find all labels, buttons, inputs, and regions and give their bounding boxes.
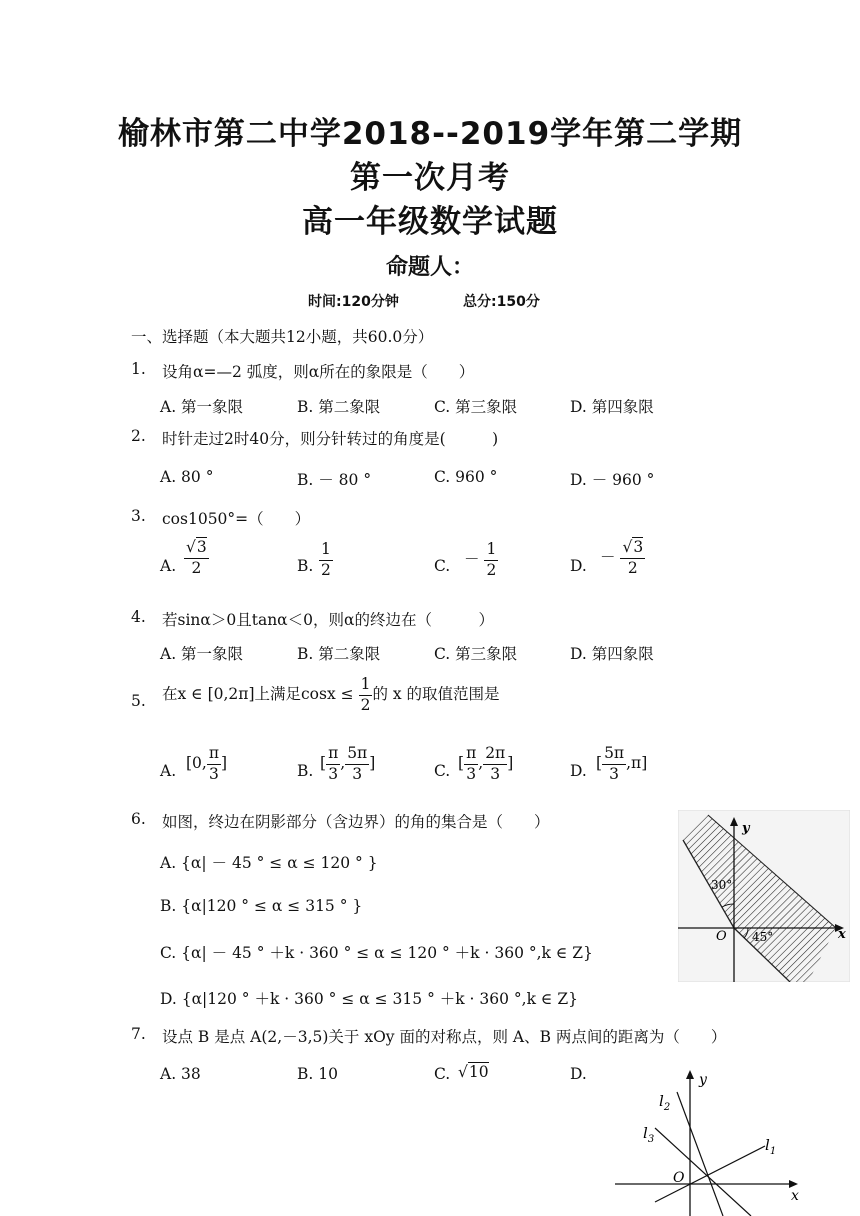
- line-l1: [655, 1146, 765, 1202]
- angle-label-45: 45°: [752, 930, 774, 944]
- denominator: 3: [464, 764, 478, 783]
- question-number: 3.: [131, 507, 146, 525]
- label-l1: [765, 1136, 776, 1157]
- option-b-label: B.: [297, 557, 314, 575]
- label-l1-letter: l: [765, 1136, 770, 1154]
- option-b: B. 第二象限: [297, 398, 381, 416]
- option-a-label: A.: [160, 557, 177, 575]
- numerator: 2π: [485, 744, 506, 762]
- option-b: [320, 746, 375, 782]
- numerator: π: [466, 744, 477, 762]
- denominator: 3: [602, 764, 626, 783]
- origin-label: O: [716, 929, 727, 944]
- option-d-label: D.: [570, 557, 587, 575]
- x-axis-label: x: [838, 927, 846, 942]
- denominator: 3: [345, 764, 369, 783]
- option-c-label: C.: [434, 1065, 451, 1083]
- interval-part: [: [320, 754, 327, 772]
- interval-part: ]: [369, 754, 376, 772]
- question-number: 5.: [131, 692, 146, 710]
- exam-total-score: 总分:150分: [463, 294, 540, 310]
- option-a: A. 第一象限: [160, 398, 244, 416]
- denominator: 2: [620, 558, 645, 577]
- option-a: A. 38: [160, 1065, 201, 1083]
- numerator: 5π: [347, 744, 368, 762]
- y-axis-label: y: [742, 821, 750, 836]
- question-number: 1.: [131, 360, 146, 378]
- exam-subtitle: 第一次月考: [350, 160, 510, 196]
- question-text: 设角α=—2 弧度，则α所在的象限是（ ）: [162, 363, 475, 381]
- interval-part: ]: [221, 754, 228, 772]
- interval-part: ,: [478, 754, 484, 772]
- question-text: cos1050°=（ ）: [162, 510, 311, 528]
- question-text: [162, 677, 500, 713]
- option-a: A. 80 °: [160, 468, 214, 486]
- y-axis-label: y: [699, 1072, 707, 1088]
- option-c: C. {α| － 45 ° ＋k · 360 ° ≤ α ≤ 120 ° ＋k · 360 °,k ∈ Z}: [160, 944, 593, 962]
- origin-label: O: [673, 1170, 685, 1186]
- option-c: C. 第三象限: [434, 645, 518, 663]
- option-c-label: C.: [434, 557, 451, 575]
- interval-part: [0,: [186, 754, 207, 772]
- option-b: B. 10: [297, 1065, 338, 1083]
- denominator: 3: [483, 764, 507, 783]
- numerator: π: [208, 744, 220, 762]
- option-c: C. 960 °: [434, 468, 498, 486]
- label-l1-subscript: 1: [769, 1146, 777, 1157]
- question-number: 4.: [131, 608, 146, 626]
- option-a: [184, 540, 209, 576]
- option-a-label: A.: [160, 762, 177, 780]
- option-c: [464, 542, 498, 578]
- option-a: A. {α| － 45 ° ≤ α ≤ 120 ° }: [160, 854, 378, 872]
- exam-time: 时间:120分钟: [308, 294, 399, 310]
- option-c: √10: [458, 1063, 489, 1081]
- interval-part: [: [458, 754, 465, 772]
- denominator: 2: [360, 695, 371, 714]
- interval-part: [: [596, 754, 603, 772]
- option-d: D. 第四象限: [570, 398, 654, 416]
- option-d: [596, 746, 647, 782]
- minus-sign: －: [464, 550, 480, 568]
- author-label: 命题人：: [385, 255, 474, 280]
- denominator: 2: [184, 558, 209, 577]
- option-b-label: B.: [297, 762, 314, 780]
- exam-grade-subject: 高一年级数学试题: [302, 204, 558, 240]
- x-axis-arrow-icon: [789, 1180, 798, 1188]
- question-text-part: 的 x 的取值范围是: [372, 685, 500, 703]
- radicand: 3: [196, 538, 207, 556]
- option-d-label: D.: [570, 762, 587, 780]
- radicand: 3: [633, 538, 644, 556]
- line-l3: [655, 1128, 751, 1216]
- question-number: 6.: [131, 810, 146, 828]
- option-c: [458, 746, 513, 782]
- option-b: B. {α|120 ° ≤ α ≤ 315 ° }: [160, 897, 363, 915]
- option-b: B. 第二象限: [297, 645, 381, 663]
- label-l2-letter: l: [659, 1092, 664, 1110]
- question-number: 7.: [131, 1025, 146, 1043]
- radical: √3: [186, 538, 207, 556]
- label-l3-letter: l: [643, 1124, 648, 1142]
- denominator: 2: [321, 560, 331, 579]
- label-l2-subscript: 2: [663, 1102, 671, 1113]
- option-c-label: C.: [434, 762, 451, 780]
- option-d: D. 第四象限: [570, 645, 654, 663]
- x-axis-label: x: [791, 1188, 799, 1204]
- section-heading: 一、选择题（本大题共12小题，共60.0分）: [131, 328, 434, 346]
- option-d: [600, 540, 645, 576]
- question-number: 2.: [131, 427, 146, 445]
- option-a: [186, 746, 227, 782]
- question-text: 如图，终边在阴影部分（含边界）的角的集合是（ ）: [162, 813, 550, 831]
- numerator: 1: [321, 540, 331, 558]
- label-l3-subscript: 3: [647, 1134, 655, 1145]
- numerator: π: [328, 744, 339, 762]
- option-a: A. 第一象限: [160, 645, 244, 663]
- angle-region-figure: [678, 810, 850, 982]
- question-text-part: 在x ∈ [0,2π]上满足cosx ≤: [162, 685, 359, 703]
- exam-title: 榆林市第二中学2018--2019学年第二学期: [117, 116, 743, 152]
- denominator: 3: [207, 764, 221, 783]
- option-d: D. － 960 °: [570, 471, 655, 489]
- radicand: 10: [468, 1063, 489, 1081]
- interval-part: ]: [507, 754, 514, 772]
- option-d: D.: [570, 1065, 587, 1083]
- question-text: 若sinα＞0且tanα＜0，则α的终边在（ ）: [162, 611, 494, 629]
- minus-sign: －: [600, 548, 616, 566]
- interval-part: ,: [340, 754, 346, 772]
- numerator: 1: [360, 675, 371, 693]
- option-c: C. 第三象限: [434, 398, 518, 416]
- option-d: D. {α|120 ° ＋k · 360 ° ≤ α ≤ 315 ° ＋k · 360 °,k ∈ Z}: [160, 990, 578, 1008]
- denominator: 2: [486, 560, 497, 579]
- option-b: B. － 80 °: [297, 471, 372, 489]
- label-l3: [643, 1124, 654, 1145]
- y-axis-arrow-icon: [686, 1070, 694, 1079]
- denominator: 3: [326, 764, 340, 783]
- numerator: 1: [486, 540, 497, 558]
- numerator: 5π: [604, 744, 625, 762]
- angle-label-30: 30°: [711, 878, 733, 892]
- three-lines-figure: [615, 1062, 815, 1216]
- option-b: [319, 542, 333, 578]
- question-text: 设点 B 是点 A(2,－3,5)关于 xOy 面的对称点，则 A、B 两点间的距离为（ ）: [162, 1028, 727, 1046]
- interval-part: ,π]: [626, 754, 648, 772]
- question-text: 时针走过2时40分，则分针转过的角度是( ): [162, 430, 499, 448]
- radical: √3: [622, 538, 644, 556]
- label-l2: [659, 1092, 670, 1113]
